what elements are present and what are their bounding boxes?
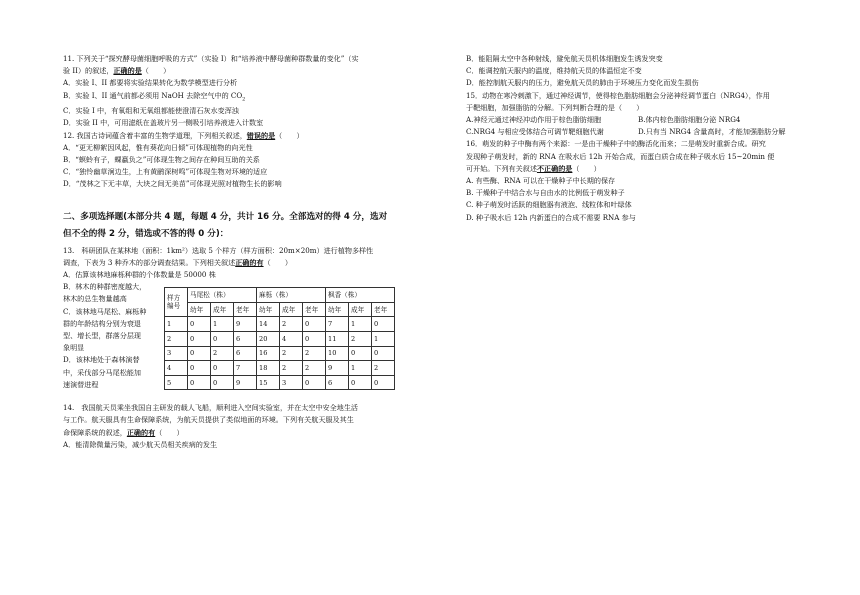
age-header: 老年 bbox=[372, 302, 395, 317]
question-15 bbox=[466, 90, 816, 139]
option-d: D．能控制航天服内的压力，避免航天员的肺由于环境压力变化而发生损伤 bbox=[466, 78, 699, 88]
question-11 bbox=[63, 53, 408, 130]
table-cell: 1 bbox=[211, 317, 234, 332]
question-stem: 13. 科研团队在某林地（面积：1km²）选取 5 个样方（样方面积：20m×20m）进行植物多样性 bbox=[63, 245, 374, 255]
table-cell: 7 bbox=[326, 317, 349, 332]
table-cell: 15 bbox=[257, 375, 280, 390]
table-cell: 0 bbox=[303, 375, 326, 390]
question-12 bbox=[63, 130, 408, 191]
table-cell: 0 bbox=[372, 375, 395, 390]
table-row bbox=[165, 317, 395, 332]
age-header: 老年 bbox=[234, 302, 257, 317]
table-cell: 0 bbox=[303, 317, 326, 332]
table-cell: 7 bbox=[234, 361, 257, 376]
table-cell: 2 bbox=[280, 317, 303, 332]
table-cell: 2 bbox=[349, 332, 372, 347]
table-cell: 0 bbox=[211, 332, 234, 347]
table-cell: 0 bbox=[188, 375, 211, 390]
table-cell: 4 bbox=[165, 361, 188, 376]
option-a: A．“更无柳絮因风起，惟有葵花向日倾”可体现植物的向光性 bbox=[63, 142, 253, 152]
option-b: B．“螟蛉有子，蜾蠃负之”可体现生物之间存在种间互助的关系 bbox=[63, 155, 260, 165]
option-c: C. 种子萌发时活跃的细胞器有液泡、线粒体和叶绿体 bbox=[466, 200, 632, 210]
table-cell: 1 bbox=[349, 361, 372, 376]
option-a: A．实验 I、II 都要将实验结果转化为数学模型进行分析 bbox=[63, 78, 238, 88]
table-cell: 2 bbox=[211, 346, 234, 361]
question-stem: 14. 我国航天员乘坐我国自主研发的载人飞船，顺利进入空间实验室，并在太空中安全地生活 bbox=[63, 403, 359, 413]
table-cell: 2 bbox=[303, 346, 326, 361]
table-cell: 4 bbox=[280, 332, 303, 347]
table-cell: 2 bbox=[280, 361, 303, 376]
survey-table bbox=[164, 287, 395, 390]
table-row bbox=[165, 361, 395, 376]
table-row bbox=[165, 346, 395, 361]
table-cell: 6 bbox=[326, 375, 349, 390]
option-b: B. 干燥种子中结合水与自由水的比例低于萌发种子 bbox=[466, 188, 625, 198]
question-stem: 命保障系统的叙述，正确的有（ ） bbox=[63, 427, 184, 437]
question-16 bbox=[466, 138, 816, 223]
option-c: C．能调控航天服内的温度，维持航天员的体温恒定不变 bbox=[466, 66, 642, 76]
table-cell: 1 bbox=[165, 317, 188, 332]
emphasis-mark: 正确的是 bbox=[113, 66, 142, 76]
emphasis-mark: 正确的有 bbox=[126, 427, 156, 437]
option-d: D．实验 II 中，可用滤纸在盖玻片另一侧吸引培养液进入计数室 bbox=[63, 118, 264, 128]
species-header: 麻栎（株） bbox=[257, 288, 326, 303]
table-cell: 0 bbox=[349, 346, 372, 361]
species-header: 枫香（株） bbox=[326, 288, 395, 303]
emphasis-mark: 不正确的是 bbox=[536, 163, 573, 173]
table-cell: 9 bbox=[234, 317, 257, 332]
option-a: A.神经元通过神经冲动作用于棕色脂肪细胞 bbox=[466, 115, 602, 125]
option-c: C.NRG4 与相应受体结合可调节靶细胞代谢 bbox=[466, 127, 604, 137]
table-cell: 0 bbox=[188, 361, 211, 376]
question-stem: 16．萌发的种子中酶有两个来源：一是由干燥种子中的酶活化而来；二是萌发时重新合成。研究 bbox=[466, 139, 766, 149]
question-stem: 发现种子萌发时，新的 RNA 在吸水后 12h 开始合成，而蛋白质合成在种子吸水后 15~20min 便 bbox=[466, 151, 775, 161]
table-cell: 0 bbox=[211, 375, 234, 390]
table-cell: 2 bbox=[165, 332, 188, 347]
option-a: A. 有些酶、RNA 可以在干燥种子中长期的保存 bbox=[466, 176, 616, 186]
table-cell: 0 bbox=[349, 375, 372, 390]
option-row bbox=[466, 126, 816, 138]
question-stem: 与工作。航天服具有生命保障系统，为航天员提供了类似地面的环境。下列有关航天服及其生 bbox=[63, 415, 354, 425]
question-stem: 可开始。下列有关叙述不正确的是（ ） bbox=[466, 163, 601, 173]
question-14 bbox=[63, 402, 408, 451]
option-a: A．估算该林地麻栎种群的个体数量是 50000 株 bbox=[63, 270, 216, 280]
table-cell: 1 bbox=[372, 332, 395, 347]
section-heading: 二、多项选择题(本部分共 4 题，每题 4 分，共计 16 分。全部选对的得 4 分，选对 但不全的得 2 分，错选或不答的得 0 分)： bbox=[63, 211, 388, 239]
table-cell: 0 bbox=[188, 332, 211, 347]
species-header: 马尾松（株） bbox=[188, 288, 257, 303]
question-stem: 11. 下列关于“探究酵母菌细胞呼吸的方式”（实验 I）和“培养液中酵母菌种群数量的变化”（实 bbox=[63, 54, 359, 63]
question-stem: 于靶细胞，加强脂肪的分解。下列判断合理的是（ ） bbox=[466, 102, 644, 112]
option-d: D．“茂林之下无丰草，大块之间无美苗”可体现光照对植物生长的影响 bbox=[63, 179, 282, 189]
option-a: A．能清除微量污染，减少航天员相关疾病的发生 bbox=[63, 439, 218, 449]
question-stem: 15．动物在寒冷刺激下，通过神经调节，使得棕色脂肪细胞会分泌神经调节蛋白（NRG4），作用 bbox=[466, 90, 770, 100]
option-b: B．实验 I、II 通气前都必须用 NaOH 去除空气中的 $CO_2$ bbox=[63, 90, 246, 103]
age-header: 幼年 bbox=[257, 302, 280, 317]
table-row bbox=[165, 375, 395, 390]
emphasis-mark: 正确的有 bbox=[235, 257, 264, 267]
table-cell: 11 bbox=[326, 332, 349, 347]
question-stem: 调查，下表为 3 种乔木的部分调查结果。下列相关叙述正确的有（ ） bbox=[63, 257, 292, 267]
table-cell: 0 bbox=[188, 317, 211, 332]
right-column bbox=[466, 53, 816, 224]
table-cell: 3 bbox=[165, 346, 188, 361]
age-header: 幼年 bbox=[326, 302, 349, 317]
table-row bbox=[165, 332, 395, 347]
table-header-row bbox=[165, 288, 395, 303]
table-cell: 18 bbox=[257, 361, 280, 376]
option-b: B．能阻隔太空中各种射线，避免航天员机体细胞发生诱发突变 bbox=[466, 54, 663, 63]
table-cell: 0 bbox=[372, 346, 395, 361]
emphasis-mark: 错误的是 bbox=[246, 130, 276, 140]
table-cell: 0 bbox=[188, 346, 211, 361]
table-cell: 0 bbox=[372, 317, 395, 332]
option-d: D.只有当 NRG4 含量高时，才能加强脂肪分解 bbox=[638, 127, 786, 137]
table-cell: 6 bbox=[234, 332, 257, 347]
option-row bbox=[466, 114, 816, 126]
option-c: C．“独怜幽草涧边生，上有黄鹂深树鸣”可体现生物对环境的适应 bbox=[63, 167, 268, 177]
age-header: 成年 bbox=[211, 302, 234, 317]
option-text-block: B．林木的种群密度越大， 林木的总生物量越高 C．该林地马尾松、麻栎种 群的年龄结构分别为衰退 型、增长型，群落分层现 象明显 D．该林地处于森林演替 中，采伐部分马尾松能加 速演替进程 bbox=[63, 282, 147, 389]
table-cell: 9 bbox=[234, 375, 257, 390]
table-cell: 9 bbox=[326, 361, 349, 376]
table-cell: 10 bbox=[326, 346, 349, 361]
table-cell: 0 bbox=[211, 361, 234, 376]
age-header: 幼年 bbox=[188, 302, 211, 317]
table-cell: 5 bbox=[165, 375, 188, 390]
question-13 bbox=[63, 245, 408, 403]
table-cell: 2 bbox=[303, 361, 326, 376]
age-header: 老年 bbox=[303, 302, 326, 317]
table-cell: 16 bbox=[257, 346, 280, 361]
table-cell: 14 bbox=[257, 317, 280, 332]
question-stem: 验 II）的叙述，正确的是（ ） bbox=[63, 66, 171, 76]
question-stem: 12. 我国古诗词蕴含着丰富的生物学道理，下列相关叙述，错误的是（ ） bbox=[63, 130, 304, 140]
table-cell: 0 bbox=[303, 332, 326, 347]
table-subheader-row bbox=[165, 302, 395, 317]
table-cell: 6 bbox=[234, 346, 257, 361]
table-cell: 3 bbox=[280, 375, 303, 390]
table-cell: 2 bbox=[372, 361, 395, 376]
table-cell: 20 bbox=[257, 332, 280, 347]
age-header: 成年 bbox=[349, 302, 372, 317]
table-cell: 2 bbox=[280, 346, 303, 361]
left-column bbox=[63, 53, 408, 451]
question-14-continued bbox=[466, 53, 816, 90]
option-d: D. 种子吸水后 12h 内新蛋白的合成不需要 RNA 参与 bbox=[466, 212, 636, 222]
option-b: B.体内棕色脂肪细胞分泌 NRG4 bbox=[638, 115, 741, 125]
table-cell: 1 bbox=[349, 317, 372, 332]
sample-header: 样方 编号 bbox=[165, 288, 188, 317]
age-header: 成年 bbox=[280, 302, 303, 317]
option-c: C．实验 I 中，有氧组和无氧组都能使澄清石灰水变浑浊 bbox=[63, 106, 239, 116]
